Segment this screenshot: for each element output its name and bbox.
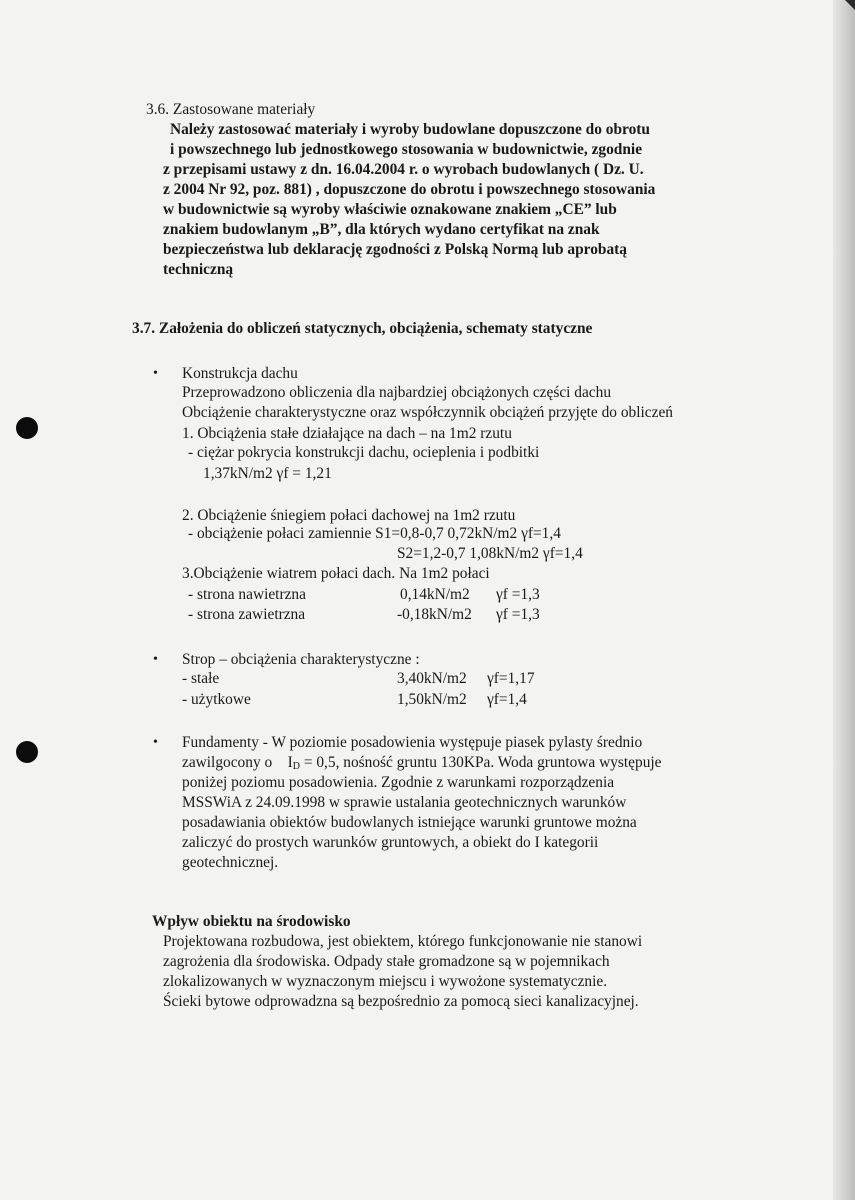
foundation-line: MSSWiA z 24.09.1998 w sprawie ustalania geotechnicznych warunków [182,794,627,811]
environment-line: zlokalizowanych w wyznaczonym miejscu i wywożone systematycznie. [163,973,608,990]
ceiling-value: 3,40kN/m2 [397,670,467,687]
roof-line: 1. Obciążenia stałe działające na dach – na 1m2 rzutu [182,425,512,442]
wind-value: 0,14kN/m2 [400,586,470,603]
roof-line: 3.Obciążenie wiatrem połaci dach. Na 1m2 połaci [182,565,490,582]
roof-line: - ciężar pokrycia konstrukcji dachu, ocieplenia i podbitki [188,444,540,461]
foundation-line: posadawiania obiektów budowlanych istniejące warunki gruntowe można [182,814,637,831]
section-3-6-heading: 3.6. Zastosowane materiały [146,101,316,118]
section-3-6-line: bezpieczeństwa lub deklarację zgodności z Polską Normą lub aprobatą [163,241,627,258]
ceiling-gf: γf=1,4 [487,691,527,708]
ceiling-label: - stałe [182,670,220,687]
punch-hole-bottom [16,741,38,763]
roof-title: Konstrukcja dachu [182,365,298,382]
page-corner [845,0,855,10]
roof-line: Obciążenie charakterystyczne oraz współczynnik obciążeń przyjęte do obliczeń [182,404,673,421]
ceiling-label: - użytkowe [182,691,251,708]
ceiling-gf: γf=1,17 [487,670,535,687]
bullet: • [153,652,158,667]
ceiling-title: Strop – obciążenia charakterystyczne : [182,651,420,668]
wind-gf: γf =1,3 [496,606,540,623]
section-3-6-line: w budownictwie są wyroby właściwie oznakowane znakiem „CE” lub [163,201,617,218]
environment-heading: Wpływ obiektu na środowisko [152,913,351,930]
page-edge-shadow [833,0,855,1200]
density-index-subscript: D [292,761,300,772]
environment-line: Projektowana rozbudowa, jest obiektem, którego funkcjonowanie nie stanowi [163,933,643,950]
section-3-6-line: z 2004 Nr 92, poz. 881) , dopuszczone do obrotu i powszechnego stosowania [163,181,656,198]
bullet: • [153,735,158,750]
section-3-7-heading: 3.7. Założenia do obliczeń statycznych, obciążenia, schematy statyczne [132,320,593,337]
density-index-symbol: I [287,754,293,771]
roof-line: - obciążenie połaci zamiennie S1=0,8-0,7 0,72kN/m2 γf=1,4 [188,525,561,542]
section-3-6-line: i powszechnego lub jednostkowego stosowania w budownictwie, zgodnie [170,141,643,158]
section-3-6-line: techniczną [163,261,234,278]
environment-line: zagrożenia dla środowiska. Odpady stałe gromadzone są w pojemnikach [163,953,610,970]
section-3-6-line: znakiem budowlanym „B”, dla których wydano certyfikat na znak [163,221,600,238]
wind-label: - strona nawietrzna [188,586,306,603]
foundation-line: Fundamenty - W poziomie posadowienia występuje piasek pylasty średnio [182,734,643,751]
ceiling-value: 1,50kN/m2 [397,691,467,708]
foundation-line: zaliczyć do prostych warunków gruntowych, a obiekt do I kategorii [182,834,599,851]
foundation-text: zawilgocony o [182,754,273,771]
wind-gf: γf =1,3 [496,586,540,603]
foundation-line: poniżej poziomu posadowienia. Zgodnie z warunkami rozporządzenia [182,774,615,791]
roof-line: S2=1,2-0,7 1,08kN/m2 γf=1,4 [397,545,583,562]
wind-value: -0,18kN/m2 [397,606,472,623]
wind-label: - strona zawietrzna [188,606,306,623]
roof-line: 1,37kN/m2 γf = 1,21 [203,465,332,482]
section-3-6-line: z przepisami ustawy z dn. 16.04.2004 r. o wyrobach budowlanych ( Dz. U. [163,161,644,178]
roof-line: Przeprowadzono obliczenia dla najbardziej obciążonych części dachu [182,384,612,401]
foundation-text: = 0,5, nośność gruntu 130KPa. Woda gruntowa występuje [303,754,662,771]
foundation-line: geotechnicznej. [182,854,279,871]
bullet: • [153,366,158,381]
roof-line: 2. Obciążenie śniegiem połaci dachowej na 1m2 rzutu [182,507,516,524]
environment-line: Ścieki bytowe odprowadzna są bezpośrednio za pomocą sieci kanalizacyjnej. [163,993,639,1010]
section-3-6-line: Należy zastosować materiały i wyroby budowlane dopuszczone do obrotu [170,121,650,138]
punch-hole-top [16,417,38,439]
